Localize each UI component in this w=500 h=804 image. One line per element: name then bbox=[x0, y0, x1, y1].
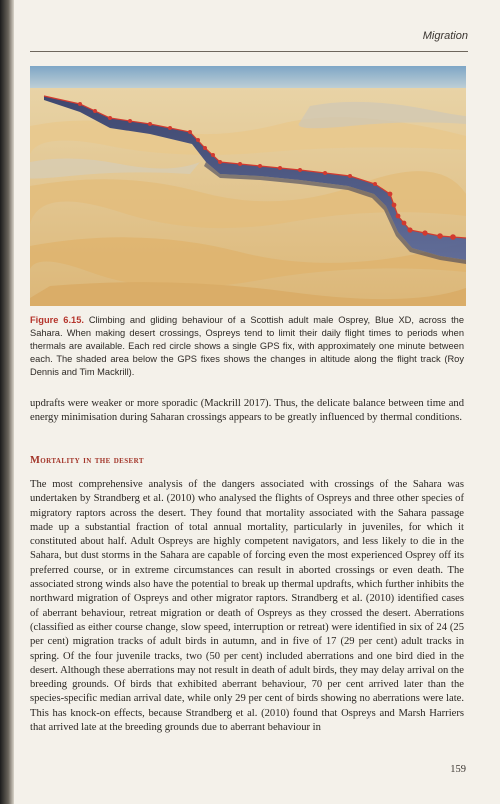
page-number: 159 bbox=[450, 764, 466, 775]
header-rule bbox=[30, 51, 468, 52]
book-spine-shadow bbox=[0, 0, 14, 804]
flight-track-illustration bbox=[30, 66, 466, 306]
figure-caption-text: Climbing and gliding behaviour of a Scottish adult male Osprey, Blue XD, across the Sahara. When making desert crossings, Ospreys tend to limit their daily flight times to periods when thermals are available. Each red circle shows a single GPS fix, with approximately one minute between each. The shaded area below the GPS fixes shows the changes in altitude along the flight track (Roy Dennis and Tim Mackrill). bbox=[30, 315, 464, 377]
figure-label: Figure 6.15. bbox=[30, 315, 84, 325]
paragraph-continuation: updrafts were weaker or more sporadic (Mackrill 2017). Thus, the delicate balance between time and energy minimisation during Saharan crossings appears to be greatly influenced by thermal conditions. bbox=[30, 398, 464, 424]
osprey-flight-figure bbox=[30, 66, 466, 306]
running-header: Migration bbox=[422, 30, 468, 42]
paragraph-mortality: The most comprehensive analysis of the dangers associated with crossings of the Sahara was undertaken by Strandberg et al. (2010) who analysed the flights of Ospreys and three other species of migratory raptors across the desert. They found that mortality associated with the Sahara passage made up a substantial fraction of total annual mortality, particularly in juveniles, for which it constituted about half. Adult Ospreys are highly competent navigators, and less likely to die in the Sahara, but dust storms in the Sahara are capable of forcing even the most experienced Osprey off its preferred course, or in extreme circumstances can result in aborted crossings or even death. The associated strong winds also have the potential to break up thermal updrafts, which further inhibits the northward migration of Ospreys and other migrator raptors. Strandberg et al. (2010) identified cases of aberrant behaviour, retreat migration or death of Ospreys as they crossed the desert. Aberrations (classified as either course change, slow speed, interruption or retreat) were identified in six of 24 (25 per cent) migration tracks of adult birds in autumn, and in five of 17 (29 per cent) adult tracks in spring. Of the four juvenile tracks, two (50 per cent) included aberrations and one bird died in the desert. Although these aberrations may not result in death of adult birds, they may delay arrival on the breeding grounds. Of birds that exhibited aberrant behaviour, 70 per cent arrived later than the species-specific median arrival date, while only 29 per cent of birds showing no aberrations were late. This has knock-on effects, because Strandberg et al. (2010) found that Ospreys and Marsh Harriers that arrived late at the breeding grounds due to aberrant behaviour in bbox=[30, 479, 464, 734]
figure-caption bbox=[30, 314, 464, 379]
section-heading: Mortality in the desert bbox=[30, 455, 144, 466]
